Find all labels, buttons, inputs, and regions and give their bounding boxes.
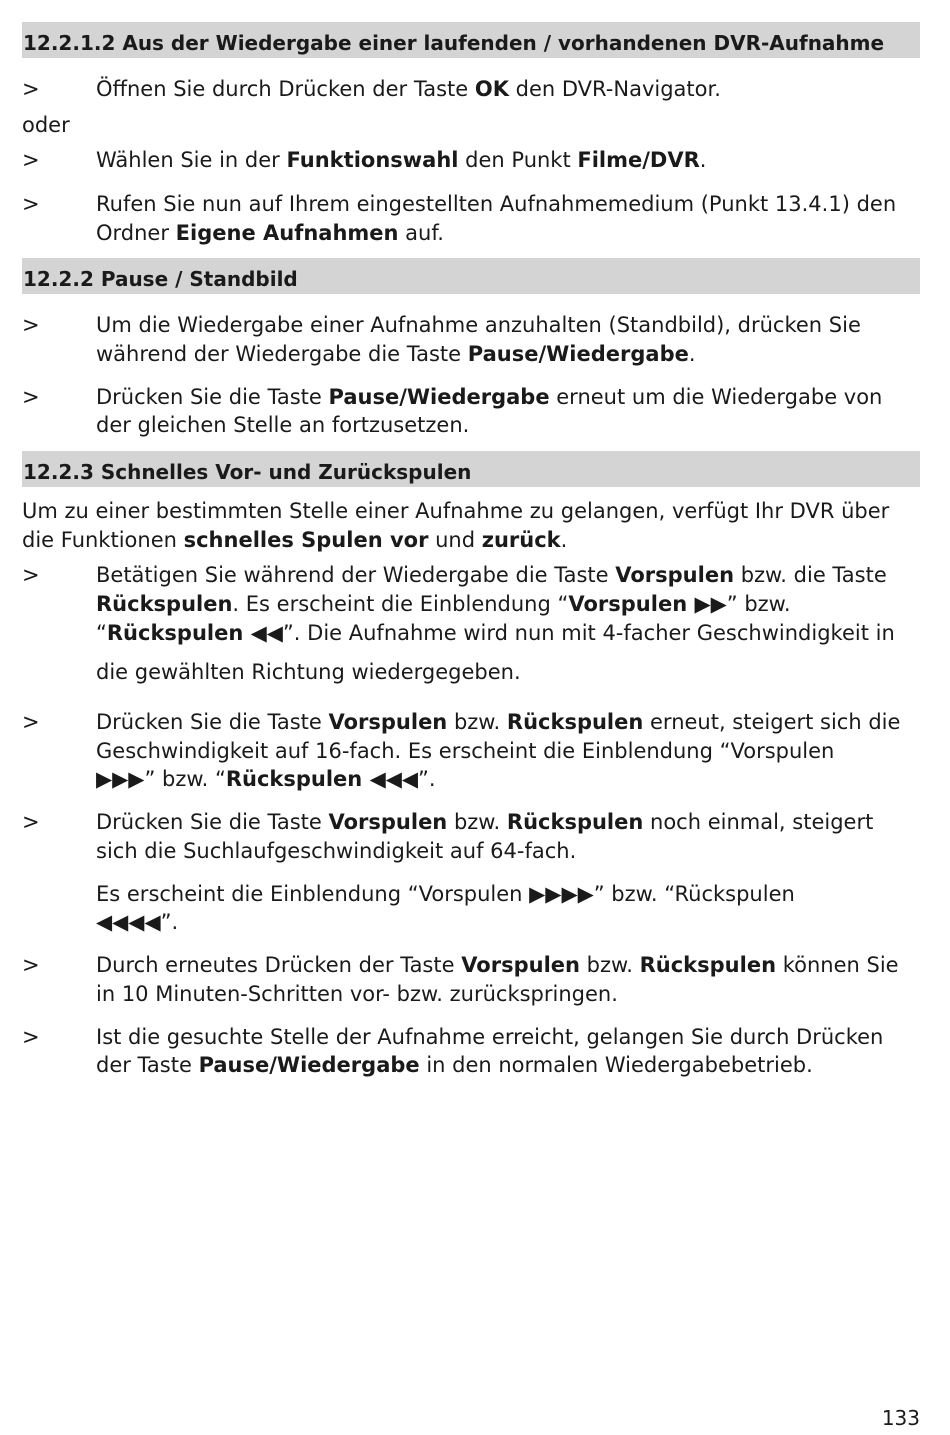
list-item-line: Geschwindigkeit auf 16-fach. Es erscheint die Einblendung “Vorspulen (96, 739, 835, 763)
list-marker: > (22, 192, 40, 216)
list-item-line: ◀◀◀◀”. (96, 910, 179, 934)
list-item-text: Öffnen Sie durch Drücken der Taste OK den DVR-Navigator. (96, 77, 721, 101)
list-item-line: Um die Wiedergabe einer Aufnahme anzuhalten (Standbild), drücken Sie (96, 313, 861, 337)
section-heading-12-2-1-2: 12.2.1.2 Aus der Wiedergabe einer laufenden / vorhandenen DVR-Aufnahme (22, 22, 920, 58)
list-item-line: Ordner Eigene Aufnahmen auf. (96, 221, 444, 245)
list-item-line: Rückspulen. Es erscheint die Einblendung “Vorspulen ▶▶” bzw. (96, 592, 791, 616)
list-marker: > (22, 563, 40, 587)
key-ok: OK (474, 77, 509, 101)
list-item-line: der gleichen Stelle an fortzusetzen. (96, 413, 470, 437)
list-marker: > (22, 710, 40, 734)
list-marker: > (22, 148, 40, 172)
list-marker: > (22, 77, 40, 101)
list-marker: > (22, 313, 40, 337)
list-item-line: ▶▶▶” bzw. “Rückspulen ◀◀◀”. (96, 767, 436, 791)
list-item-line: der Taste Pause/Wiedergabe in den normalen Wiedergabebetrieb. (96, 1053, 813, 1077)
list-item-line: Betätigen Sie während der Wiedergabe die Taste Vorspulen bzw. die Taste (96, 563, 887, 587)
intro-line: Um zu einer bestimmten Stelle einer Aufnahme zu gelangen, verfügt Ihr DVR über (22, 499, 890, 523)
page-number: 133 (881, 1406, 920, 1430)
list-item-line: Rufen Sie nun auf Ihrem eingestellten Aufnahmemedium (Punkt 13.4.1) den (96, 192, 897, 216)
list-marker: > (22, 385, 40, 409)
list-item-line: die gewählten Richtung wiedergegeben. (96, 660, 521, 684)
list-item-line: in 10 Minuten-Schritten vor- bzw. zurückspringen. (96, 982, 618, 1006)
list-item-line: Drücken Sie die Taste Vorspulen bzw. Rückspulen erneut, steigert sich die (96, 710, 901, 734)
list-item-line: während der Wiedergabe die Taste Pause/Wiedergabe. (96, 342, 696, 366)
list-item-line: sich die Suchlaufgeschwindigkeit auf 64-fach. (96, 839, 577, 863)
list-item-text: Wählen Sie in der Funktionswahl den Punkt Filme/DVR. (96, 148, 707, 172)
list-item-line: Es erscheint die Einblendung “Vorspulen ▶▶▶▶” bzw. “Rückspulen (96, 882, 795, 906)
conjunction-text: oder (22, 113, 70, 137)
list-marker: > (22, 953, 40, 977)
list-marker: > (22, 810, 40, 834)
list-item-line: Drücken Sie die Taste Vorspulen bzw. Rückspulen noch einmal, steigert (96, 810, 874, 834)
list-item-line: Durch erneutes Drücken der Taste Vorspulen bzw. Rückspulen können Sie (96, 953, 899, 977)
list-item-line: Ist die gesuchte Stelle der Aufnahme erreicht, gelangen Sie durch Drücken (96, 1025, 884, 1049)
list-item-line: “Rückspulen ◀◀”. Die Aufnahme wird nun mit 4-facher Geschwindigkeit in (96, 621, 895, 645)
list-item-line: Drücken Sie die Taste Pause/Wiedergabe erneut um die Wiedergabe von (96, 385, 883, 409)
section-heading-12-2-3: 12.2.3 Schnelles Vor- und Zurückspulen (22, 451, 920, 487)
list-marker: > (22, 1025, 40, 1049)
section-heading-12-2-2: 12.2.2 Pause / Standbild (22, 258, 920, 294)
intro-line: die Funktionen schnelles Spulen vor und zurück. (22, 528, 568, 552)
